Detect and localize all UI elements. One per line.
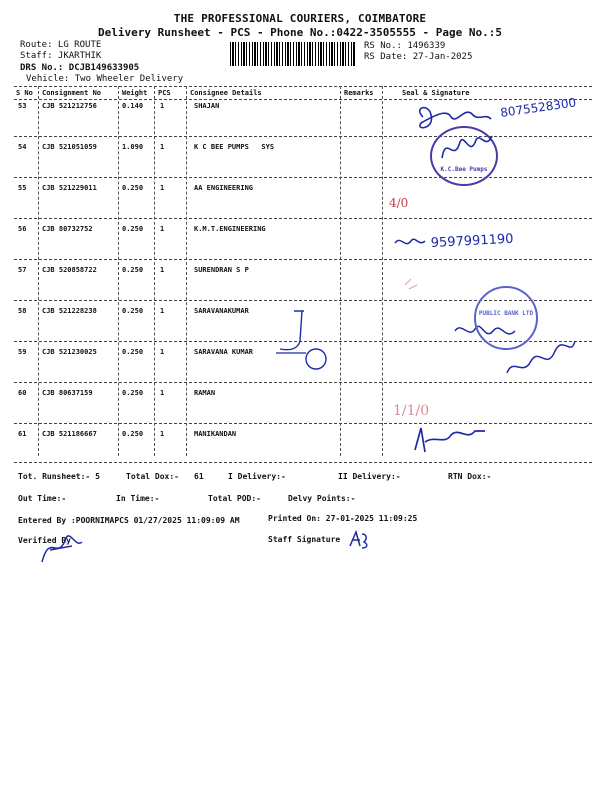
handwritten-phone: 8075528300 xyxy=(499,95,578,120)
company-title: THE PROFESSIONAL COURIERS, COIMBATORE xyxy=(173,12,427,25)
row-weight: 0.140 xyxy=(122,102,144,110)
col-consignee: Consignee Details xyxy=(190,89,262,97)
out-time: Out Time:- xyxy=(18,494,67,503)
row-consignment-no: CJB 521051059 xyxy=(42,143,97,151)
document-title: Delivery Runsheet - PCS - Phone No.:0422-3505555 - Page No.:5 xyxy=(98,26,502,39)
row-pcs: 1 xyxy=(160,348,165,356)
stamp-text: PUBLIC BANK LTD xyxy=(478,310,534,317)
delvy-points: Delvy Points:- xyxy=(288,494,356,503)
staff-label: Staff: JKARTHIK xyxy=(20,51,102,61)
row-consignment-no: CJB 521212756 xyxy=(42,102,97,110)
row-sno: 53 xyxy=(18,102,27,110)
row-sno: 59 xyxy=(18,348,27,356)
row-weight: 0.250 xyxy=(122,184,144,192)
row-weight: 0.250 xyxy=(122,307,144,315)
row-consignee: SARAVANAKUMAR xyxy=(194,307,249,315)
row-weight: 0.250 xyxy=(122,266,144,274)
row-consignee: RAMAN xyxy=(194,389,216,397)
col-divider xyxy=(38,86,39,456)
stamp-signature xyxy=(436,128,496,168)
row-sno: 60 xyxy=(18,389,27,397)
vehicle-label: Vehicle: Two Wheeler Delivery xyxy=(26,74,184,84)
row-consignee: SURENDRAN S P xyxy=(194,266,249,274)
drs-number xyxy=(20,63,139,73)
drs-label: DRS No.: xyxy=(20,63,64,73)
route-label: Route: LG ROUTE xyxy=(20,40,102,50)
entered-by: Entered By :POORNIMAPCS 01/27/2025 11:09:09 AM xyxy=(18,516,240,525)
total-pod: Total POD:- xyxy=(208,494,261,503)
bank-stamp xyxy=(474,286,538,350)
barcode xyxy=(230,42,356,66)
row-sno: 61 xyxy=(18,430,27,438)
row-pcs: 1 xyxy=(160,184,165,192)
drs-value: DCJB149633905 xyxy=(68,63,140,73)
row-pcs: 1 xyxy=(160,102,165,110)
row-consignee: K.M.T.ENGINEERING xyxy=(194,225,266,233)
total-runsheet: Tot. Runsheet:- 5 xyxy=(18,472,100,481)
signature-scribble xyxy=(395,239,425,243)
row-consignment-no: CJB 521229011 xyxy=(42,184,97,192)
handwritten-phone: 9597991190 xyxy=(430,231,514,251)
faint-mark xyxy=(405,279,417,289)
rs-number: RS No.: 1496339 xyxy=(364,41,446,51)
col-remarks: Remarks xyxy=(344,89,374,97)
row-pcs: 1 xyxy=(160,225,165,233)
i-delivery: I Delivery:- xyxy=(228,472,286,481)
row-consignee: MANIKANDAN xyxy=(194,430,237,438)
col-divider xyxy=(382,86,383,456)
row-pcs: 1 xyxy=(160,430,165,438)
stamp-text: K.C.Bee Pumps xyxy=(440,166,488,173)
handwritten-initial: 4/0 xyxy=(389,196,409,210)
row-sno: 54 xyxy=(18,143,27,151)
row-pcs: 1 xyxy=(160,143,165,151)
in-time: In Time:- xyxy=(116,494,160,503)
table-top-rule xyxy=(14,86,592,87)
row-pcs: 1 xyxy=(160,266,165,274)
row-consignment-no: CJB 521228238 xyxy=(42,307,97,315)
row-weight: 0.250 xyxy=(122,430,144,438)
row-consignee: K C BEE PUMPS SYS xyxy=(194,143,275,151)
col-divider xyxy=(340,86,341,456)
row-pcs: 1 xyxy=(160,389,165,397)
ii-delivery: II Delivery:- xyxy=(338,472,401,481)
signature-scribble xyxy=(415,428,485,452)
col-sno: S No xyxy=(16,89,33,97)
total-dox-label: Total Dox:- xyxy=(126,472,179,481)
rtn-dox: RTN Dox:- xyxy=(448,472,492,481)
row-sno: 55 xyxy=(18,184,27,192)
printed-on: Printed On: 27-01-2025 11:09:25 xyxy=(268,514,418,523)
pen-strokes xyxy=(272,305,336,375)
row-weight: 1.090 xyxy=(122,143,144,151)
staff-signature-label: Staff Signature xyxy=(268,535,341,544)
row-sno: 56 xyxy=(18,225,27,233)
col-seal-signature: Seal & Signature xyxy=(402,89,470,97)
row-sno: 57 xyxy=(18,266,27,274)
row-consignment-no: CJB 520858722 xyxy=(42,266,97,274)
total-dox-value: 61 xyxy=(194,472,204,481)
row-consignment-no: CJB 521230025 xyxy=(42,348,97,356)
row-weight: 0.250 xyxy=(122,225,144,233)
row-consignment-no: CJB 521186667 xyxy=(42,430,97,438)
col-divider xyxy=(186,86,187,456)
col-divider xyxy=(118,86,119,456)
signature-scribble xyxy=(420,108,491,128)
row-consignee: SARAVANA KUMAR xyxy=(194,348,254,356)
row-pcs: 1 xyxy=(160,307,165,315)
col-divider xyxy=(154,86,155,456)
verifier-signature xyxy=(36,528,86,568)
row-consignee: SHAJAN xyxy=(194,102,220,110)
col-pcs: PCS xyxy=(158,89,171,97)
row-consignee: AA ENGINEERING xyxy=(194,184,254,192)
row-sno: 58 xyxy=(18,307,27,315)
row-weight: 0.250 xyxy=(122,389,144,397)
verified-by: Verified By xyxy=(18,536,71,545)
row-consignment-no: CJB 80637159 xyxy=(42,389,93,397)
row-consignment-no: CJB 80732752 xyxy=(42,225,93,233)
col-consignment: Consignment No xyxy=(42,89,102,97)
handwritten-initial: 1/1/0 xyxy=(393,403,430,419)
rs-date: RS Date: 27-Jan-2025 xyxy=(364,52,473,62)
row-weight: 0.250 xyxy=(122,348,144,356)
staff-signature xyxy=(346,528,372,550)
col-weight: Weight xyxy=(122,89,148,97)
